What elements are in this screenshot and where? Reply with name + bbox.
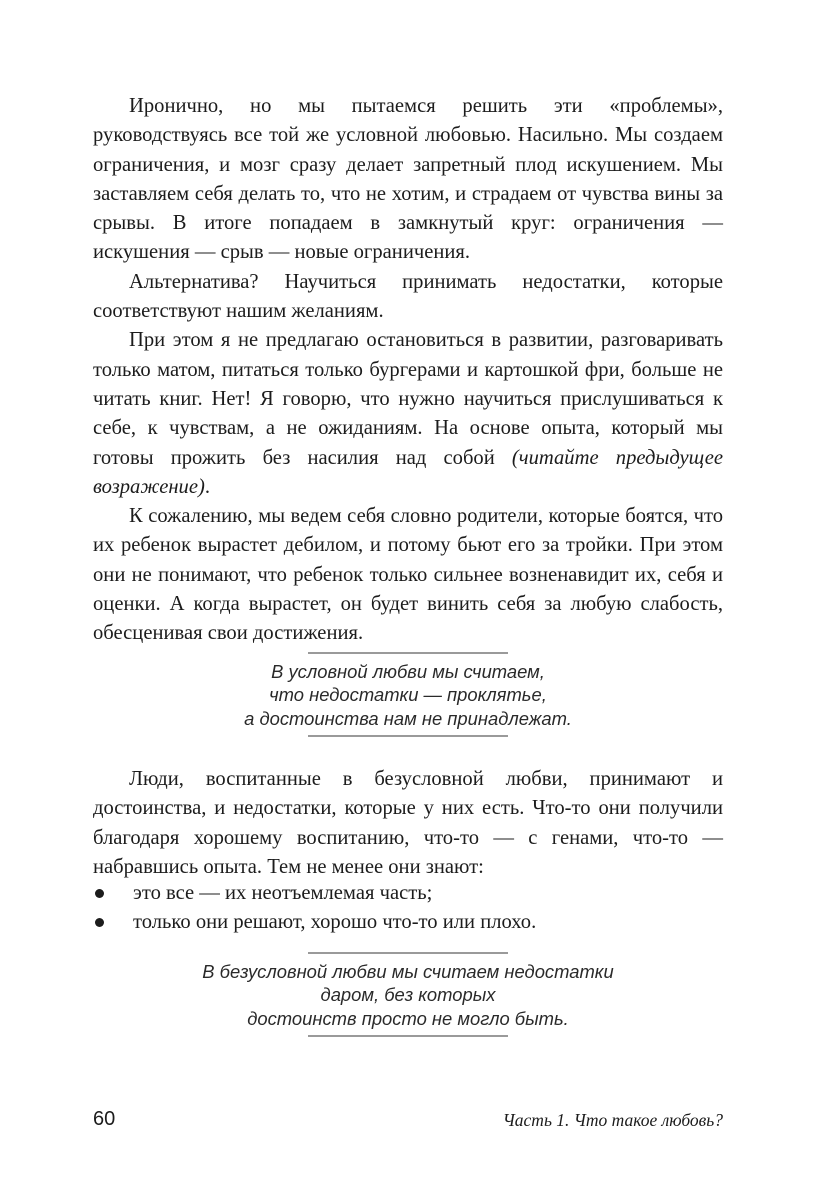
bullet-icon [95, 889, 104, 898]
running-footer-chapter: Часть 1. Что такое любовь? [502, 1110, 723, 1130]
list-item [93, 908, 723, 937]
body-text-top [93, 92, 723, 649]
quote-2-line-2: даром, без которых [320, 984, 496, 1006]
page-number: 60 [93, 1108, 116, 1130]
paragraph-2: Альтернатива? Научиться принимать недостатки, которые соответствуют нашим желаниям. [93, 270, 723, 323]
paragraph-3 [93, 326, 723, 502]
bullet-icon [95, 918, 104, 927]
paragraph-4: К сожалению, мы ведем себя словно родители, которые боятся, что их ребенок вырастет дебилом, и потому бьют его за тройки. При этом они не понимают, что ребенок только сильнее возненавидит их, себя и оценки. А когда вырастет, он будет винить себя за любую слабость, обесценивая свои достижения. [93, 505, 723, 645]
paragraph-5: Люди, воспитанные в безусловной любви, принимают и достоинства, и недостатки, которые у них есть. Что-то они получили благодаря хорошему воспитанию, что-то — с генами, что-то — набравшись опыта. Тем не менее они знают: [93, 768, 723, 878]
pull-quote-2 [160, 952, 656, 1037]
quote-rule-bottom [308, 735, 508, 737]
list-item-text: это все — их неотъемлемая часть; [133, 882, 433, 904]
list-item [93, 879, 723, 908]
quote-1-line-1: В условной любви мы считаем, [271, 661, 545, 682]
paragraph-3-italic: (читайте предыдущее возражение) [93, 446, 723, 498]
paragraph-1: Иронично, но мы пытаемся решить эти «проблемы», руководствуясь все той же условной любовью. Насильно. Мы создаем ограничения, и мозг сразу делает запретный плод искушением. Мы заставляем себя делать то, что не хотим, и страдаем от чувства вины за срывы. В итоге попадаем в замкнутый круг: ограничения — искушения — срыв — новые ограничения. [93, 95, 723, 264]
list-item-text: только они решают, хорошо что-то или плохо. [133, 911, 537, 934]
quote-2-line-1: В безусловной любви мы считаем недостатки [202, 961, 614, 982]
quote-2-line-3: достоинств просто не могло быть. [247, 1007, 569, 1029]
paragraph-3-text: При этом я не предлагаю остановиться в развитии, разговаривать только матом, питаться только бургерами и картошкой фри, больше не читать книг. Нет! Я говорю, что нужно научиться прислушиваться к себе, к чувствам, а не ожиданиям. На основе опыта, который мы готовы прожить без насилия над собой [93, 329, 723, 469]
paragraph-3-end: . [204, 475, 211, 498]
bullet-list [93, 879, 723, 938]
pull-quote-1 [160, 652, 656, 737]
body-text-bottom [93, 765, 723, 882]
quote-rule-bottom [308, 1035, 508, 1037]
quote-1-line-2: что недостатки — проклятье, [269, 684, 547, 706]
quote-1-line-3: а достоинства нам не принадлежат. [244, 707, 572, 729]
